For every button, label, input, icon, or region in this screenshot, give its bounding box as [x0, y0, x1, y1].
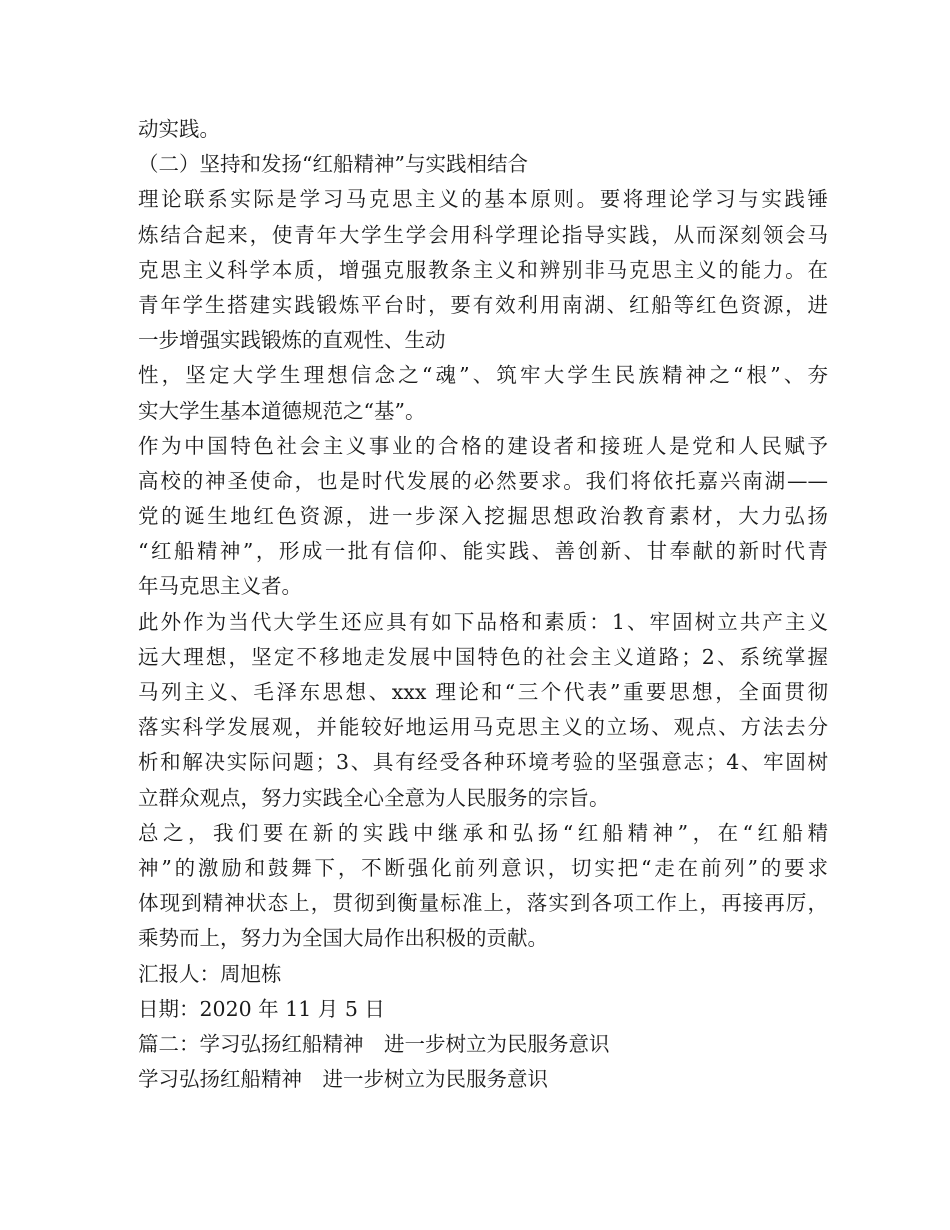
- text-line: 动实践。: [138, 117, 220, 141]
- text-line: 炼结合起来，使青年大学生学会用科学理论指导实践，从而深刻领会马: [138, 222, 828, 247]
- text-line: 此外作为当代大学生还应具有如下品格和素质：1、牢固树立共产主义: [138, 609, 828, 634]
- text-line: 年马克思主义者。: [138, 574, 302, 599]
- text-line: “红船精神”，形成一批有信仰、能实践、善创新、甘奉献的新时代青: [138, 539, 828, 564]
- text-line: （二）坚持和发扬“红船精神”与实践相结合: [138, 152, 528, 177]
- text-line: 神”的激励和鼓舞下，不断强化前列意识，切实把“走在前列”的要求: [138, 855, 828, 880]
- text-line: 体现到精神状态上，贯彻到衡量标准上，落实到各项工作上，再接再厉，: [138, 891, 828, 916]
- text-line: 学习弘扬红船精神 进一步树立为民服务意识: [138, 1067, 548, 1092]
- document-body: [138, 112, 828, 1097]
- text-line: 实大学生基本道德规范之“基”。: [138, 398, 426, 423]
- text-line: 青年学生搭建实践锻炼平台时，要有效利用南湖、红船等红色资源，进: [138, 292, 828, 317]
- text-line: 篇二：学习弘扬红船精神 进一步树立为民服务意识: [138, 1031, 610, 1056]
- text-line: 立群众观点，努力实践全心全意为人民服务的宗旨。: [138, 785, 610, 810]
- text-line: 一步增强实践锻炼的直观性、生动: [138, 328, 446, 353]
- text-line: 高校的神圣使命，也是时代发展的必然要求。我们将依托嘉兴南湖——: [138, 468, 828, 493]
- text-line: 析和解决实际问题；3、具有经受各种环境考验的坚强意志；4、牢固树: [138, 750, 828, 775]
- text-line: 克思主义科学本质，增强克服教条主义和辨别非马克思主义的能力。在: [138, 257, 828, 282]
- text-line: 乘势而上，努力为全国大局作出积极的贡献。: [138, 926, 548, 951]
- text-line: 理论联系实际是学习马克思主义的基本原则。要将理论学习与实践锤: [138, 187, 828, 212]
- text-line: 远大理想，坚定不移地走发展中国特色的社会主义道路；2、系统掌握: [138, 644, 828, 669]
- text-line: 总之，我们要在新的实践中继承和弘扬“红船精神”，在“红船精: [138, 820, 828, 845]
- text-line: 党的诞生地红色资源，进一步深入挖掘思想政治教育素材，大力弘扬: [138, 504, 828, 529]
- text-line: 落实科学发展观，并能较好地运用马克思主义的立场、观点、方法去分: [138, 715, 828, 740]
- text-line: 日期：2020 年 11 月 5 日: [138, 996, 385, 1021]
- text-line: 马列主义、毛泽东思想、xxx 理论和“三个代表”重要思想，全面贯彻: [138, 680, 828, 704]
- text-line: 作为中国特色社会主义事业的合格的建设者和接班人是党和人民赋予: [138, 433, 828, 458]
- text-line: 汇报人：周旭栋: [138, 961, 282, 986]
- text-line: 性，坚定大学生理想信念之“魂”、筑牢大学生民族精神之“根”、夯: [138, 363, 828, 388]
